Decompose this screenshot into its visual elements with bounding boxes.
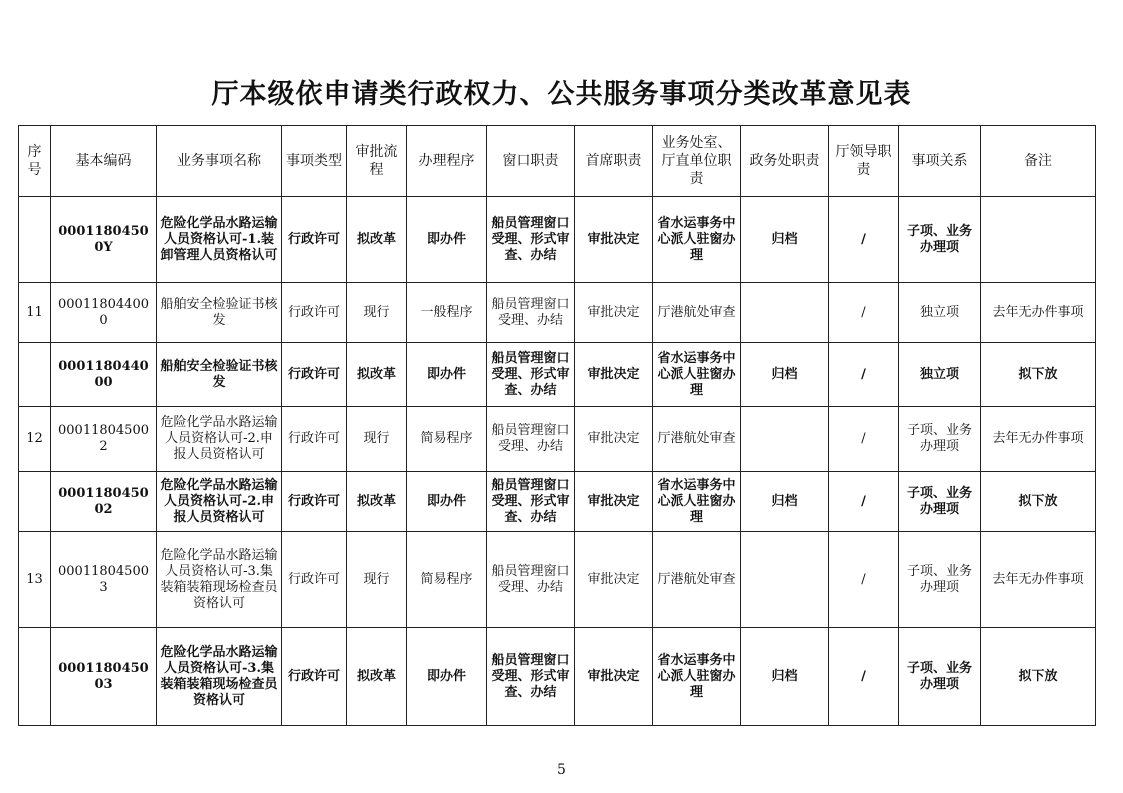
cell-gov bbox=[741, 407, 829, 472]
header-relation: 事项关系 bbox=[899, 126, 981, 197]
table-header-row bbox=[19, 126, 1096, 197]
cell-type: 行政许可 bbox=[282, 283, 347, 343]
cell-type: 行政许可 bbox=[282, 532, 347, 628]
table-row bbox=[19, 407, 1096, 472]
cell-leader: / bbox=[829, 628, 899, 726]
cell-relation: 子项、业务办理项 bbox=[899, 407, 981, 472]
table-row bbox=[19, 197, 1096, 283]
cell-name: 危险化学品水路运输人员资格认可-3.集装箱装箱现场检查员资格认可 bbox=[157, 628, 282, 726]
cell-procedure: 简易程序 bbox=[407, 407, 487, 472]
header-window: 窗口职责 bbox=[487, 126, 575, 197]
header-note: 备注 bbox=[981, 126, 1096, 197]
cell-chief: 审批决定 bbox=[575, 407, 653, 472]
cell-seq bbox=[19, 197, 51, 283]
cell-procedure: 即办件 bbox=[407, 472, 487, 532]
cell-gov bbox=[741, 283, 829, 343]
cell-type: 行政许可 bbox=[282, 628, 347, 726]
cell-note: 拟下放 bbox=[981, 628, 1096, 726]
cell-chief: 审批决定 bbox=[575, 343, 653, 407]
cell-chief: 审批决定 bbox=[575, 283, 653, 343]
cell-name: 船舶安全检验证书核发 bbox=[157, 283, 282, 343]
cell-relation: 子项、业务办理项 bbox=[899, 197, 981, 283]
cell-note bbox=[981, 197, 1096, 283]
cell-seq: 12 bbox=[19, 407, 51, 472]
table-row bbox=[19, 472, 1096, 532]
page-number: 5 bbox=[557, 762, 566, 778]
header-seq: 序号 bbox=[19, 126, 51, 197]
cell-relation: 子项、业务办理项 bbox=[899, 628, 981, 726]
table-row bbox=[19, 628, 1096, 726]
cell-flow: 现行 bbox=[347, 532, 407, 628]
cell-leader: / bbox=[829, 283, 899, 343]
cell-code: 00011804500Y bbox=[51, 197, 157, 283]
cell-procedure: 一般程序 bbox=[407, 283, 487, 343]
cell-window: 船员管理窗口受理、办结 bbox=[487, 532, 575, 628]
header-code: 基本编码 bbox=[51, 126, 157, 197]
cell-gov: 归档 bbox=[741, 472, 829, 532]
cell-window: 船员管理窗口受理、形式审查、办结 bbox=[487, 472, 575, 532]
cell-flow: 拟改革 bbox=[347, 197, 407, 283]
cell-flow: 现行 bbox=[347, 407, 407, 472]
cell-name: 危险化学品水路运输人员资格认可-3.集装箱装箱现场检查员资格认可 bbox=[157, 532, 282, 628]
cell-type: 行政许可 bbox=[282, 472, 347, 532]
cell-name: 船舶安全检验证书核发 bbox=[157, 343, 282, 407]
cell-dept: 厅港航处审查 bbox=[653, 283, 741, 343]
cell-leader: / bbox=[829, 472, 899, 532]
cell-flow: 拟改革 bbox=[347, 628, 407, 726]
table-row bbox=[19, 283, 1096, 343]
cell-chief: 审批决定 bbox=[575, 628, 653, 726]
header-leader: 厅领导职责 bbox=[829, 126, 899, 197]
cell-chief: 审批决定 bbox=[575, 532, 653, 628]
cell-dept: 厅港航处审查 bbox=[653, 407, 741, 472]
table-row bbox=[19, 532, 1096, 628]
cell-leader: / bbox=[829, 532, 899, 628]
cell-procedure: 即办件 bbox=[407, 197, 487, 283]
cell-code: 000118045002 bbox=[51, 472, 157, 532]
cell-procedure: 即办件 bbox=[407, 343, 487, 407]
table-row bbox=[19, 343, 1096, 407]
cell-dept: 省水运事务中心派人驻窗办理 bbox=[653, 343, 741, 407]
cell-flow: 拟改革 bbox=[347, 343, 407, 407]
cell-code: 000118044000 bbox=[51, 283, 157, 343]
cell-name: 危险化学品水路运输人员资格认可-2.申报人员资格认可 bbox=[157, 472, 282, 532]
cell-chief: 审批决定 bbox=[575, 197, 653, 283]
cell-relation: 独立项 bbox=[899, 283, 981, 343]
cell-dept: 省水运事务中心派人驻窗办理 bbox=[653, 628, 741, 726]
cell-flow: 拟改革 bbox=[347, 472, 407, 532]
cell-type: 行政许可 bbox=[282, 197, 347, 283]
cell-seq: 13 bbox=[19, 532, 51, 628]
cell-seq: 11 bbox=[19, 283, 51, 343]
cell-dept: 省水运事务中心派人驻窗办理 bbox=[653, 472, 741, 532]
header-chief: 首席职责 bbox=[575, 126, 653, 197]
cell-window: 船员管理窗口受理、办结 bbox=[487, 283, 575, 343]
cell-relation: 子项、业务办理项 bbox=[899, 472, 981, 532]
cell-flow: 现行 bbox=[347, 283, 407, 343]
cell-name: 危险化学品水路运输人员资格认可-1.装卸管理人员资格认可 bbox=[157, 197, 282, 283]
cell-seq bbox=[19, 628, 51, 726]
cell-seq bbox=[19, 343, 51, 407]
cell-window: 船员管理窗口受理、形式审查、办结 bbox=[487, 628, 575, 726]
header-dept: 业务处室、厅直单位职责 bbox=[653, 126, 741, 197]
cell-note: 去年无办件事项 bbox=[981, 407, 1096, 472]
cell-code: 000118044000 bbox=[51, 343, 157, 407]
cell-window: 船员管理窗口受理、形式审查、办结 bbox=[487, 343, 575, 407]
cell-window: 船员管理窗口受理、形式审查、办结 bbox=[487, 197, 575, 283]
cell-leader: / bbox=[829, 343, 899, 407]
cell-gov bbox=[741, 532, 829, 628]
cell-dept: 厅港航处审查 bbox=[653, 532, 741, 628]
cell-note: 去年无办件事项 bbox=[981, 283, 1096, 343]
cell-code: 000118045002 bbox=[51, 407, 157, 472]
header-type: 事项类型 bbox=[282, 126, 347, 197]
cell-note: 拟下放 bbox=[981, 472, 1096, 532]
cell-code: 000118045003 bbox=[51, 532, 157, 628]
cell-dept: 省水运事务中心派人驻窗办理 bbox=[653, 197, 741, 283]
cell-gov: 归档 bbox=[741, 343, 829, 407]
cell-leader: / bbox=[829, 407, 899, 472]
cell-note: 拟下放 bbox=[981, 343, 1096, 407]
reform-table bbox=[18, 125, 1096, 726]
header-flow: 审批流程 bbox=[347, 126, 407, 197]
cell-leader: / bbox=[829, 197, 899, 283]
cell-gov: 归档 bbox=[741, 197, 829, 283]
header-gov: 政务处职责 bbox=[741, 126, 829, 197]
cell-window: 船员管理窗口受理、办结 bbox=[487, 407, 575, 472]
cell-procedure: 即办件 bbox=[407, 628, 487, 726]
cell-type: 行政许可 bbox=[282, 343, 347, 407]
cell-code: 000118045003 bbox=[51, 628, 157, 726]
page-title: 厅本级依申请类行政权力、公共服务事项分类改革意见表 bbox=[211, 79, 912, 110]
cell-seq bbox=[19, 472, 51, 532]
cell-type: 行政许可 bbox=[282, 407, 347, 472]
cell-note: 去年无办件事项 bbox=[981, 532, 1096, 628]
cell-name: 危险化学品水路运输人员资格认可-2.申报人员资格认可 bbox=[157, 407, 282, 472]
cell-procedure: 简易程序 bbox=[407, 532, 487, 628]
cell-chief: 审批决定 bbox=[575, 472, 653, 532]
cell-relation: 独立项 bbox=[899, 343, 981, 407]
cell-relation: 子项、业务办理项 bbox=[899, 532, 981, 628]
header-name: 业务事项名称 bbox=[157, 126, 282, 197]
header-procedure: 办理程序 bbox=[407, 126, 487, 197]
cell-gov: 归档 bbox=[741, 628, 829, 726]
